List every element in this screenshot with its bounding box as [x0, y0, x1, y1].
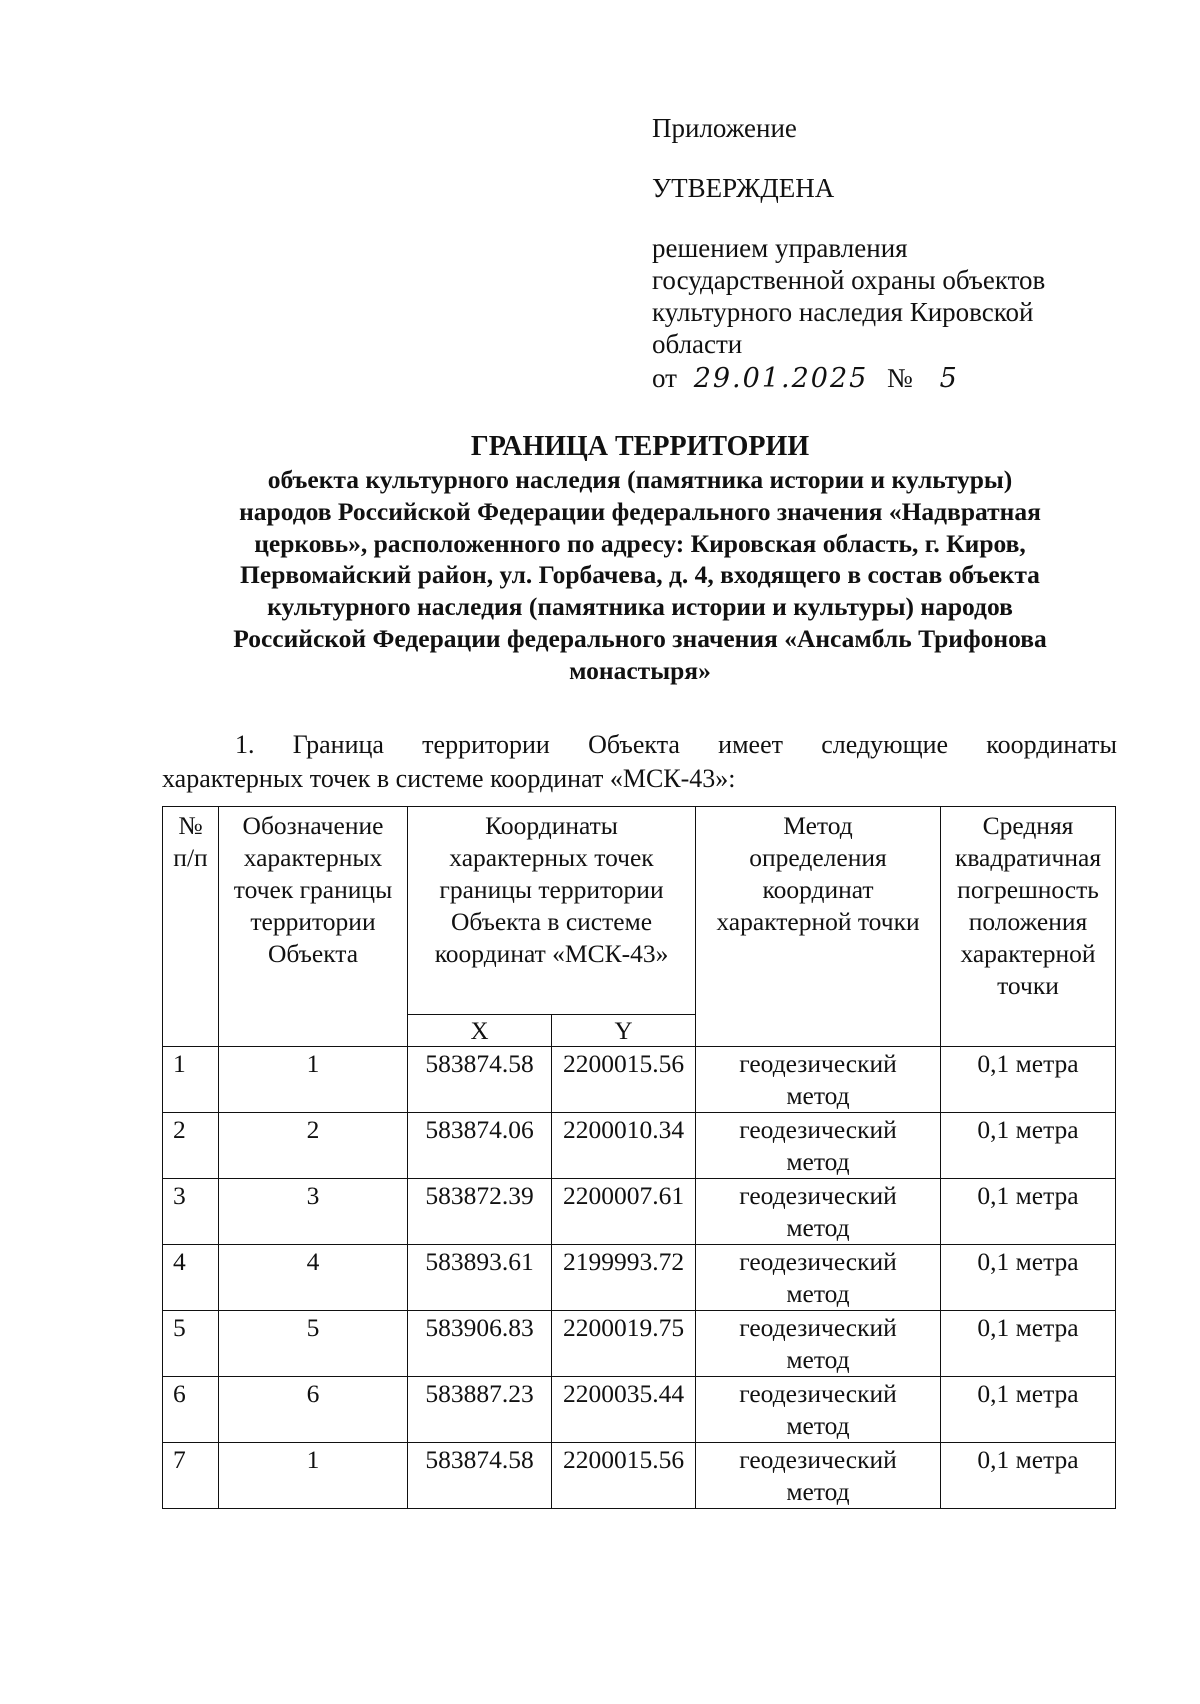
- cell-num: 6: [163, 1377, 219, 1443]
- method-line: метод: [786, 1279, 850, 1308]
- title-line: церковь», расположенного по адресу: Кировская область, г. Киров,: [254, 528, 1026, 558]
- cell-num: 3: [163, 1179, 219, 1245]
- cell-method: [696, 1047, 941, 1113]
- title-line: Российской Федерации федерального значения «Ансамбль Трифонова: [233, 623, 1047, 653]
- cell-error: 0,1 метра: [941, 1311, 1116, 1377]
- method-line: геодезический: [739, 1313, 897, 1342]
- cell-error: 0,1 метра: [941, 1113, 1116, 1179]
- cell-point: 3: [219, 1179, 408, 1245]
- header-text-line: характерной: [960, 939, 1096, 968]
- title-line: Первомайский район, ул. Горбачева, д. 4, входящего в состав объекта: [240, 560, 1040, 590]
- cell-y: 2200035.44: [552, 1377, 696, 1443]
- header-text-line: точки: [997, 971, 1059, 1000]
- header-text-line: Обозначение: [242, 811, 384, 840]
- method-line: геодезический: [739, 1181, 897, 1210]
- header-text-line: п/п: [173, 843, 208, 872]
- cell-x: 583874.58: [408, 1047, 552, 1113]
- cell-method: [696, 1245, 941, 1311]
- cell-num: 1: [163, 1047, 219, 1113]
- header-text-line: границы территории: [439, 875, 664, 904]
- cell-point: 6: [219, 1377, 408, 1443]
- method-line: метод: [786, 1477, 850, 1506]
- header-text-line: территории: [250, 907, 376, 936]
- header-text-line: Метод: [783, 811, 853, 840]
- header-error: [941, 807, 1116, 1047]
- cell-point: 1: [219, 1443, 408, 1509]
- header-num: [163, 807, 219, 1047]
- method-line: геодезический: [739, 1049, 897, 1078]
- cell-method: [696, 1311, 941, 1377]
- cell-y: 2200010.34: [552, 1113, 696, 1179]
- cell-x: 583874.06: [408, 1113, 552, 1179]
- table-row: [163, 1179, 1116, 1245]
- decision-line: государственной охраны объектов: [652, 265, 1046, 295]
- cell-x: 583872.39: [408, 1179, 552, 1245]
- cell-y: 2200019.75: [552, 1311, 696, 1377]
- approval-block: [652, 112, 1122, 395]
- table-row: [163, 1443, 1116, 1509]
- cell-point: 4: [219, 1245, 408, 1311]
- table-row: [163, 1377, 1116, 1443]
- cell-num: 5: [163, 1311, 219, 1377]
- header-text-line: погрешность: [957, 875, 1099, 904]
- header-text-line: характерных: [243, 843, 383, 872]
- cell-method: [696, 1377, 941, 1443]
- header-x: X: [408, 1015, 552, 1047]
- title-line: монастыря»: [569, 655, 711, 685]
- method-line: геодезический: [739, 1115, 897, 1144]
- header-coordinates: [408, 807, 696, 1015]
- decision-line: культурного наследия Кировской: [652, 297, 1034, 327]
- cell-point: 1: [219, 1047, 408, 1113]
- title-line: объекта культурного наследия (памятника истории и культуры): [267, 465, 1013, 494]
- header-text-line: точек границы: [233, 875, 393, 904]
- title-line: народов Российской Федерации федерального значения «Надвратная: [239, 496, 1041, 526]
- header-text-line: Объекта в системе: [450, 907, 653, 936]
- cell-y: 2200015.56: [552, 1443, 696, 1509]
- method-line: геодезический: [739, 1379, 897, 1408]
- method-line: метод: [786, 1213, 850, 1242]
- header-text-line: положения: [968, 907, 1088, 936]
- header-text-line: координат «МСК-43»: [434, 939, 669, 968]
- title-line: культурного наследия (памятника истории и культуры) народов: [267, 592, 1013, 622]
- paragraph-line: 1. Граница территории Объекта имеет следующие координаты: [235, 730, 1117, 759]
- table-row: [163, 1311, 1116, 1377]
- title-heading: ГРАНИЦА ТЕРРИТОРИИ: [470, 431, 810, 462]
- table-body: [163, 1047, 1116, 1509]
- cell-error: 0,1 метра: [941, 1443, 1116, 1509]
- table-row: [163, 1113, 1116, 1179]
- table-row: [163, 1047, 1116, 1113]
- header-designation: [219, 807, 408, 1047]
- header-text-line: определения: [749, 843, 887, 872]
- header-text-line: №: [178, 811, 203, 840]
- cell-y: 2200007.61: [552, 1179, 696, 1245]
- cell-x: 583887.23: [408, 1377, 552, 1443]
- cell-error: 0,1 метра: [941, 1377, 1116, 1443]
- cell-method: [696, 1443, 941, 1509]
- header-y: Y: [552, 1015, 696, 1047]
- header-text-line: характерных точек: [449, 843, 654, 872]
- method-line: метод: [786, 1411, 850, 1440]
- header-text-line: Объекта: [267, 939, 359, 968]
- cell-y: 2200015.56: [552, 1047, 696, 1113]
- header-text-line: Средняя: [982, 811, 1074, 840]
- number-sign: №: [887, 363, 913, 393]
- approved-label: УТВЕРЖДЕНА: [652, 173, 835, 203]
- appendix-label: Приложение: [652, 113, 797, 143]
- cell-error: 0,1 метра: [941, 1047, 1116, 1113]
- cell-method: [696, 1113, 941, 1179]
- method-line: метод: [786, 1345, 850, 1374]
- cell-error: 0,1 метра: [941, 1179, 1116, 1245]
- header-text-line: квадратичная: [954, 843, 1102, 872]
- decision-date-line: [652, 362, 1122, 395]
- cell-num: 2: [163, 1113, 219, 1179]
- cell-x: 583874.58: [408, 1443, 552, 1509]
- cell-point: 2: [219, 1113, 408, 1179]
- paragraph-1: [162, 728, 1117, 796]
- cell-method: [696, 1179, 941, 1245]
- cell-num: 4: [163, 1245, 219, 1311]
- method-line: метод: [786, 1081, 850, 1110]
- decision-line: решением управления: [652, 233, 908, 263]
- paragraph-line: характерных точек в системе координат «МСК-43»:: [162, 764, 736, 793]
- method-line: геодезический: [739, 1445, 897, 1474]
- header-method: [696, 807, 941, 1047]
- method-line: геодезический: [739, 1247, 897, 1276]
- cell-error: 0,1 метра: [941, 1245, 1116, 1311]
- method-line: метод: [786, 1147, 850, 1176]
- coordinates-table: [162, 806, 1116, 1509]
- header-text-line: Координаты: [485, 811, 618, 840]
- header-text-line: координат: [762, 875, 874, 904]
- cell-y: 2199993.72: [552, 1245, 696, 1311]
- cell-x: 583906.83: [408, 1311, 552, 1377]
- cell-x: 583893.61: [408, 1245, 552, 1311]
- header-text-line: характерной точки: [716, 907, 920, 936]
- handwritten-date: 29.01.2025: [693, 363, 869, 394]
- table-row: [163, 1245, 1116, 1311]
- cell-num: 7: [163, 1443, 219, 1509]
- cell-point: 5: [219, 1311, 408, 1377]
- decision-line: области: [652, 329, 743, 359]
- date-prefix: от: [652, 363, 677, 393]
- handwritten-number: 5: [939, 363, 959, 394]
- document-title: [160, 430, 1120, 687]
